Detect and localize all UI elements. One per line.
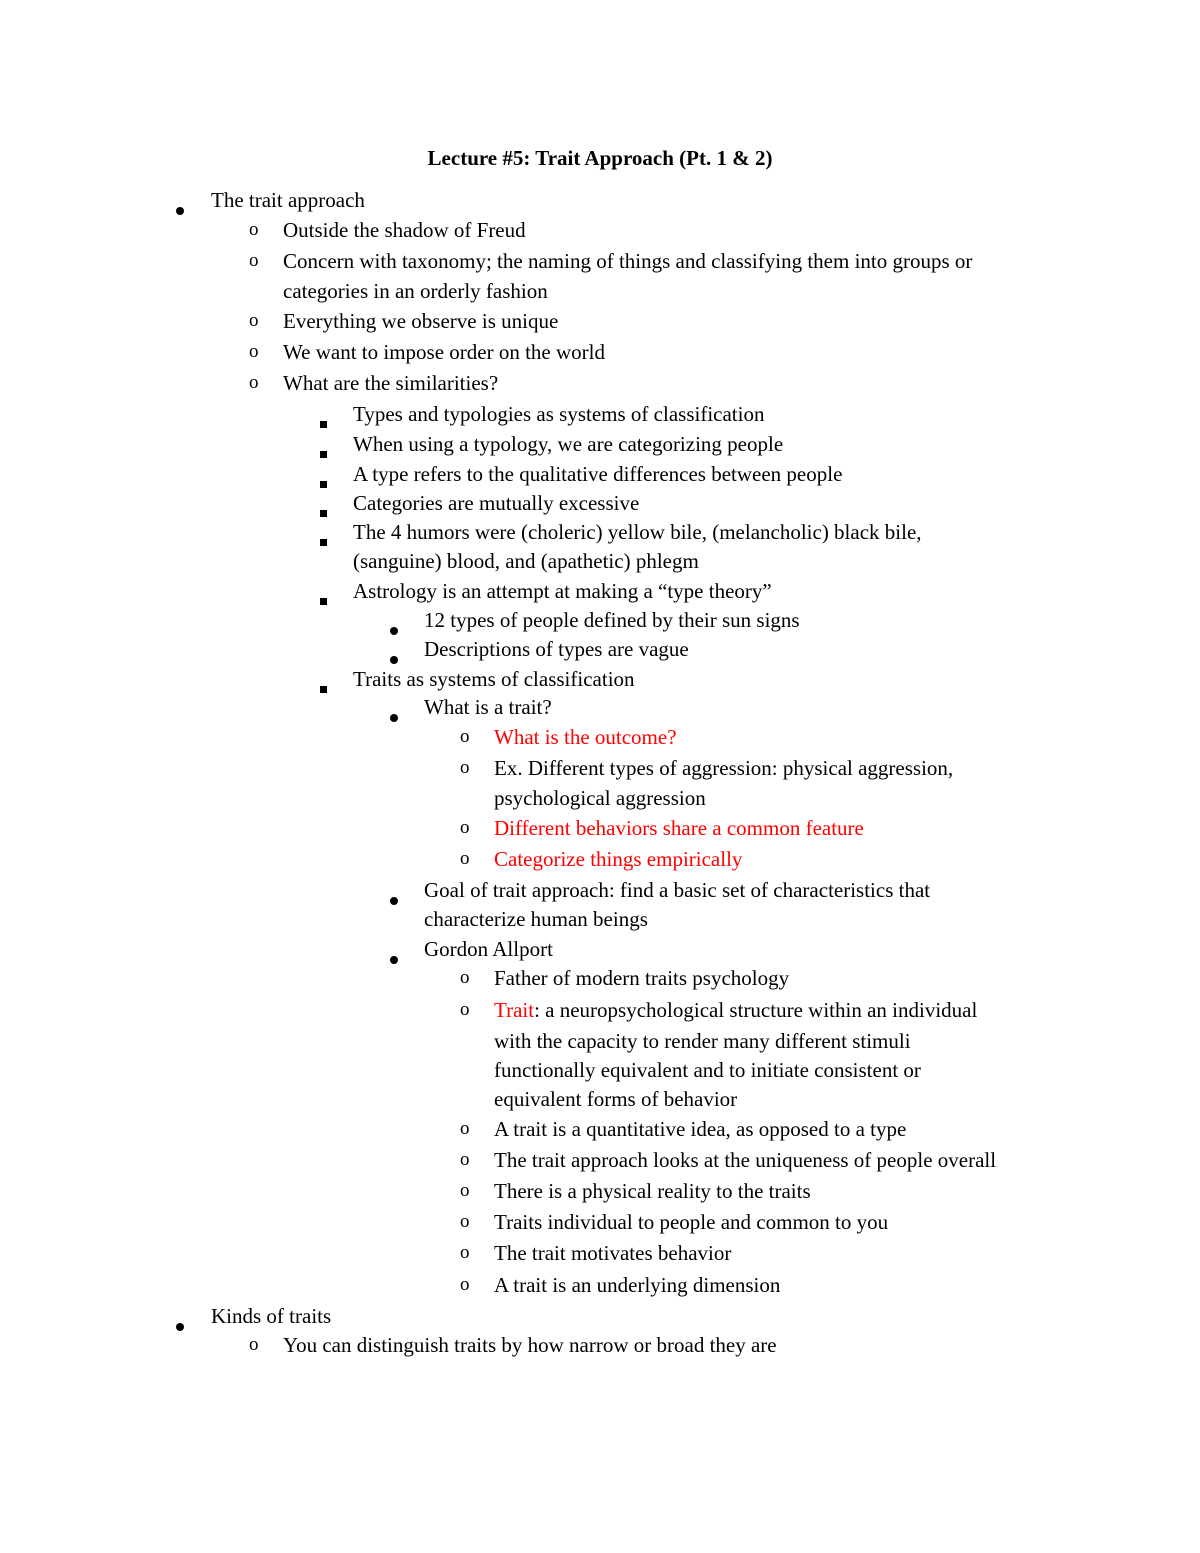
bullet-square-icon	[320, 451, 327, 458]
line-text: Categorize things empirically	[494, 847, 743, 871]
line-text: The trait approach looks at the uniqueness of people overall	[494, 1148, 997, 1172]
bullet-dot-icon	[390, 956, 398, 964]
line-text: psychological aggression	[494, 786, 706, 810]
line-text: A trait is a quantitative idea, as opposed to a type	[494, 1117, 907, 1141]
outline-line	[283, 306, 558, 336]
outline-line	[494, 1055, 921, 1085]
bullet-circle-icon: o	[460, 1180, 470, 1201]
outline-line	[494, 963, 789, 993]
outline-line	[494, 722, 677, 752]
line-text: Everything we observe is unique	[283, 309, 559, 333]
line-text: 12 types of people defined by their sun signs	[424, 608, 800, 632]
outline-line	[283, 215, 526, 245]
bullet-circle-icon: o	[460, 1118, 470, 1139]
outline-line	[494, 1176, 811, 1206]
bullet-circle-icon: o	[460, 1149, 470, 1170]
line-text: with the capacity to render many different stimuli	[494, 1029, 911, 1053]
outline-line	[353, 576, 772, 606]
bullet-circle-icon: o	[249, 310, 259, 331]
outline-line	[494, 783, 706, 813]
bullet-circle-icon: o	[460, 1211, 470, 1232]
outline-line	[494, 1026, 911, 1056]
bullet-dot-icon	[390, 714, 398, 722]
line-text: characterize human beings	[424, 907, 648, 931]
line-text: functionally equivalent and to initiate consistent or	[494, 1058, 921, 1082]
outline-line	[353, 664, 635, 694]
bullet-square-icon	[320, 598, 327, 605]
outline-line	[494, 1207, 888, 1237]
bullet-circle-icon: o	[249, 219, 259, 240]
line-text: Ex. Different types of aggression: physical aggression,	[494, 756, 954, 780]
line-text: Traits as systems of classification	[353, 667, 635, 691]
outline-line	[353, 517, 922, 547]
outline-line	[494, 753, 953, 783]
outline-line	[424, 692, 552, 722]
bullet-dot-icon	[390, 656, 398, 664]
bullet-square-icon	[320, 539, 327, 546]
bullet-circle-icon: o	[460, 726, 470, 747]
outline-line	[353, 546, 699, 576]
line-text: You can distinguish traits by how narrow or broad they are	[283, 1333, 777, 1357]
outline-line	[211, 1301, 331, 1331]
outline-line	[494, 844, 742, 874]
outline-line	[283, 246, 972, 276]
outline-line	[424, 605, 800, 635]
bullet-square-icon	[320, 686, 327, 693]
line-text: The trait approach	[211, 188, 365, 212]
outline-line	[494, 1114, 906, 1144]
bullet-circle-icon: o	[249, 372, 259, 393]
bullet-circle-icon: o	[460, 817, 470, 838]
bullet-circle-icon: o	[249, 250, 259, 271]
outline-line	[424, 634, 689, 664]
bullet-circle-icon: o	[460, 1242, 470, 1263]
outline-line	[424, 904, 648, 934]
bullet-circle-icon: o	[249, 341, 259, 362]
line-text: A trait is an underlying dimension	[494, 1273, 781, 1297]
bullet-dot-icon	[176, 207, 184, 215]
bullet-dot-icon	[390, 897, 398, 905]
line-text: Kinds of traits	[211, 1304, 332, 1328]
line-text: Astrology is an attempt at making a “type theory”	[353, 579, 772, 603]
bullet-circle-icon: o	[460, 999, 470, 1020]
line-text: Father of modern traits psychology	[494, 966, 790, 990]
outline-line	[424, 875, 930, 905]
outline-line	[494, 813, 864, 843]
line-text: There is a physical reality to the traits	[494, 1179, 811, 1203]
line-text: Outside the shadow of Freud	[283, 218, 526, 242]
line-text: Categories are mutually excessive	[353, 491, 640, 515]
bullet-dot-icon	[176, 1323, 184, 1331]
outline-line	[353, 488, 639, 518]
line-text: equivalent forms of behavior	[494, 1087, 738, 1111]
line-text: Gordon Allport	[424, 937, 553, 961]
bullet-square-icon	[320, 421, 327, 428]
bullet-square-icon	[320, 510, 327, 517]
outline-line	[494, 1238, 731, 1268]
line-text: categories in an orderly fashion	[283, 279, 548, 303]
outline-line	[353, 459, 842, 489]
outline-line	[494, 1084, 737, 1114]
line-text: (sanguine) blood, and (apathetic) phlegm	[353, 549, 699, 573]
outline-line	[353, 429, 783, 459]
line-text: When using a typology, we are categorizing people	[353, 432, 784, 456]
line-text: Traits individual to people and common to you	[494, 1210, 889, 1234]
bullet-dot-icon	[390, 627, 398, 635]
line-text: The trait motivates behavior	[494, 1241, 732, 1265]
bullet-square-icon	[320, 481, 327, 488]
bullet-circle-icon: o	[460, 757, 470, 778]
outline-line	[353, 399, 764, 429]
line-text: Types and typologies as systems of classification	[353, 402, 765, 426]
line-text: What is the outcome?	[494, 725, 677, 749]
outline-line	[494, 1270, 780, 1300]
line-text: A type refers to the qualitative differences between people	[353, 462, 843, 486]
line-text: Goal of trait approach: find a basic set of characteristics that	[424, 878, 931, 902]
line-text: Different behaviors share a common feature	[494, 816, 864, 840]
bullet-circle-icon: o	[460, 967, 470, 988]
highlighted-term: Trait	[494, 998, 535, 1022]
line-text: What is a trait?	[424, 695, 552, 719]
line-text: Concern with taxonomy; the naming of things and classifying them into groups or	[283, 249, 973, 273]
outline-line	[494, 1145, 996, 1175]
line-text: The 4 humors were (choleric) yellow bile, (melancholic) black bile,	[353, 520, 922, 544]
outline-line	[283, 276, 548, 306]
bullet-circle-icon: o	[249, 1334, 259, 1355]
line-text: What are the similarities?	[283, 371, 499, 395]
outline-line	[211, 185, 365, 215]
outline-line	[283, 337, 605, 367]
line-text: : a neuropsychological structure within an individual	[534, 998, 978, 1022]
outline-line	[283, 1330, 777, 1360]
line-text: We want to impose order on the world	[283, 340, 605, 364]
bullet-circle-icon: o	[460, 848, 470, 869]
bullet-circle-icon: o	[460, 1274, 470, 1295]
outline-line	[424, 934, 553, 964]
line-text: Descriptions of types are vague	[424, 637, 689, 661]
page-title: Lecture #5: Trait Approach (Pt. 1 & 2)	[427, 146, 773, 170]
outline-line	[283, 368, 498, 398]
outline-line	[494, 995, 977, 1025]
